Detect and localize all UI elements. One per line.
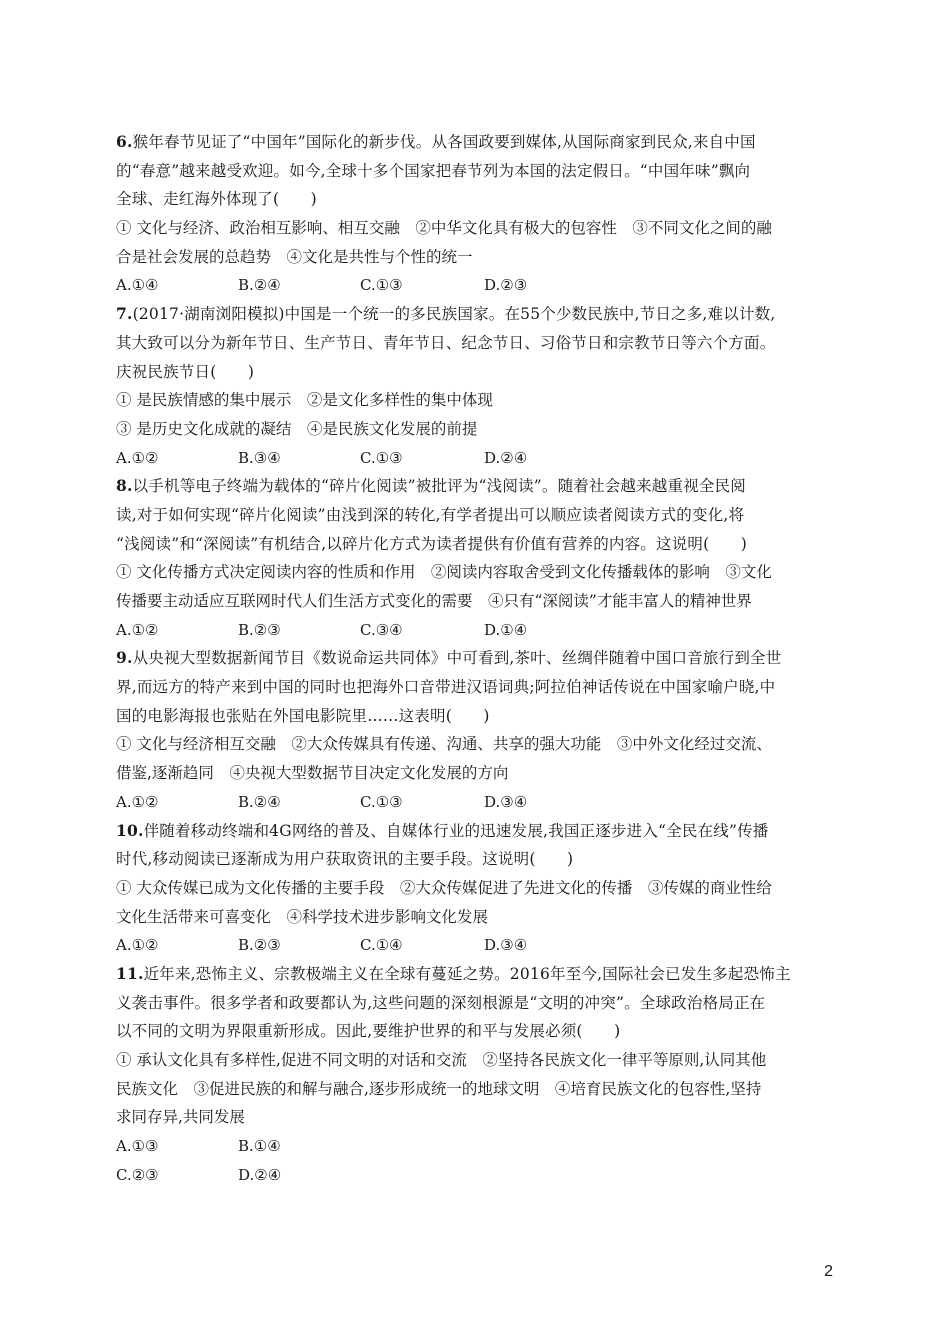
stem-line: 以手机等电子终端为载体的“碎片化阅读”被批评为“浅阅读”。随着社会越来越重视全民阅	[132, 477, 746, 496]
question-10	[116, 817, 838, 960]
option-a: A.①③	[116, 1137, 159, 1156]
stem-line: 庆祝民族节日( )	[116, 362, 255, 381]
stem-line: 从央视大型数据新闻节目《数说命运共同体》中可看到,茶叶、丝绸伴随着中国口音旅行到全世	[132, 649, 782, 668]
question-stem	[116, 644, 838, 730]
question-stem	[116, 817, 838, 874]
statement-line: ① 承认文化具有多样性,促进不同文明的对话和交流 ②坚持各民族文化一律平等原则,认同其他	[116, 1051, 767, 1069]
answer-options	[116, 931, 838, 960]
option-c: C.①④	[360, 936, 403, 955]
stem-line: 义袭击事件。很多学者和政要都认为,这些问题的深刻根源是“文明的冲突”。全球政治格局正在	[116, 993, 766, 1012]
answer-options	[116, 444, 838, 473]
option-a: A.①②	[116, 936, 159, 955]
stem-line: 猴年春节见证了“中国年”国际化的新步伐。从各国政要到媒体,从国际商家到民众,来自中国	[132, 133, 756, 151]
answer-options-row-1	[116, 1132, 838, 1161]
question-6	[116, 128, 838, 300]
page-number: 2	[824, 1263, 833, 1280]
option-b: B.③④	[238, 448, 281, 467]
stem-line: 国的电影海报也张贴在外国电影院里……这表明( )	[116, 706, 490, 725]
question-number: 7.	[116, 304, 133, 324]
option-b: B.②③	[238, 620, 281, 639]
question-9	[116, 644, 838, 816]
stem-line: 全球、走红海外体现了( )	[116, 190, 317, 209]
stem-line: (2017·湖南浏阳模拟)中国是一个统一的多民族国家。在55个少数民族中,节日之多,难以计数,	[132, 305, 776, 324]
statement-line: ① 文化与经济、政治相互影响、相互交融 ②中华文化具有极大的包容性 ③不同文化之间的融	[116, 219, 772, 238]
question-stem	[116, 472, 838, 558]
stem-line: 界,而远方的特产来到中国的同时也把海外口音带进汉语词典;阿拉伯神话传说在中国家喻户晓,中	[116, 678, 776, 697]
statement-line: 求同存异,共同发展	[116, 1108, 245, 1127]
statement-list	[116, 386, 838, 443]
question-stem	[116, 300, 838, 386]
option-b: B.②④	[238, 792, 281, 811]
question-8	[116, 472, 838, 644]
statement-line: 合是社会发展的总趋势 ④文化是共性与个性的统一	[116, 247, 473, 266]
option-d: D.②④	[238, 1165, 282, 1184]
answer-options	[116, 271, 838, 300]
option-a: A.①②	[116, 792, 159, 811]
question-number: 8.	[116, 476, 133, 496]
stem-line: 时代,移动阅读已逐渐成为用户获取资讯的主要手段。这说明( )	[116, 850, 574, 869]
statement-line: ① 文化与经济相互交融 ②大众传媒具有传递、沟通、共享的强大功能 ③中外文化经过交流、	[116, 735, 772, 754]
statement-line: 传播要主动适应互联网时代人们生活方式变化的需要 ④只有“深阅读”才能丰富人的精神世界	[116, 592, 752, 610]
statement-line: 借鉴,逐渐趋同 ④央视大型数据节目决定文化发展的方向	[116, 764, 509, 783]
option-a: A.①②	[116, 448, 159, 467]
statement-line: 文化生活带来可喜变化 ④科学技术进步影响文化发展	[116, 907, 489, 926]
statement-list	[116, 214, 838, 271]
question-number: 9.	[116, 648, 133, 668]
option-b: B.①④	[238, 1137, 281, 1156]
question-list	[116, 128, 838, 1189]
stem-line: 读,对于如何实现“碎片化阅读”由浅到深的转化,有学者提出可以顺应读者阅读方式的变化,将	[116, 505, 745, 524]
option-a: A.①④	[116, 276, 159, 295]
statement-line: ① 大众传媒已成为文化传播的主要手段 ②大众传媒促进了先进文化的传播 ③传媒的商业性给	[116, 878, 772, 897]
option-d: D.②③	[484, 276, 528, 295]
stem-line: 的“春意”越来越受欢迎。如今,全球十多个国家把春节列为本国的法定假日。“中国年味”飘向	[116, 161, 751, 180]
option-a: A.①②	[116, 620, 159, 639]
option-d: D.②④	[484, 448, 528, 467]
answer-options	[116, 616, 838, 645]
question-stem	[116, 128, 838, 214]
option-c: C.②③	[116, 1165, 159, 1184]
stem-line: 以不同的文明为界限重新形成。因此,要维护世界的和平与发展必须( )	[116, 1022, 621, 1041]
option-c: C.①③	[360, 276, 403, 295]
statement-list	[116, 874, 838, 931]
statement-line: ① 是民族情感的集中展示 ②是文化多样性的集中体现	[116, 391, 493, 410]
stem-line: 其大致可以分为新年节日、生产节日、青年节日、纪念节日、习俗节日和宗教节日等六个方面。	[116, 333, 776, 352]
stem-line: “浅阅读”和“深阅读”有机结合,以碎片化方式为读者提供有价值有营养的内容。这说明( )	[116, 534, 748, 553]
option-d: D.③④	[484, 792, 528, 811]
stem-line: 近年来,恐怖主义、宗教极端主义在全球有蔓延之势。2016年至今,国际社会已发生多起恐怖主	[143, 964, 791, 983]
question-number: 11.	[116, 963, 144, 983]
option-c: C.①③	[360, 792, 403, 811]
statement-line: ③ 是历史文化成就的凝结 ④是民族文化发展的前提	[116, 419, 478, 438]
option-c: C.①③	[360, 448, 403, 467]
answer-options	[116, 788, 838, 817]
statement-line: 民族文化 ③促进民族的和解与融合,逐步形成统一的地球文明 ④培育民族文化的包容性,坚持	[116, 1079, 762, 1098]
question-number: 6.	[116, 132, 133, 151]
option-c: C.③④	[360, 620, 403, 639]
question-7	[116, 300, 838, 472]
option-b: B.②④	[238, 276, 281, 295]
question-stem	[116, 960, 838, 1046]
statement-list	[116, 730, 838, 787]
statement-list	[116, 558, 838, 615]
question-11	[116, 960, 838, 1190]
option-b: B.②③	[238, 936, 281, 955]
stem-line: 伴随着移动终端和4G网络的普及、自媒体行业的迅速发展,我国正逐步进入“全民在线”传播	[143, 821, 769, 840]
statement-line: ① 文化传播方式决定阅读内容的性质和作用 ②阅读内容取舍受到文化传播载体的影响 ③文化	[116, 563, 772, 582]
statement-list	[116, 1046, 838, 1132]
option-d: D.①④	[484, 620, 528, 639]
answer-options-row-2	[116, 1161, 838, 1190]
option-d: D.③④	[484, 936, 528, 955]
question-number: 10.	[116, 820, 144, 840]
